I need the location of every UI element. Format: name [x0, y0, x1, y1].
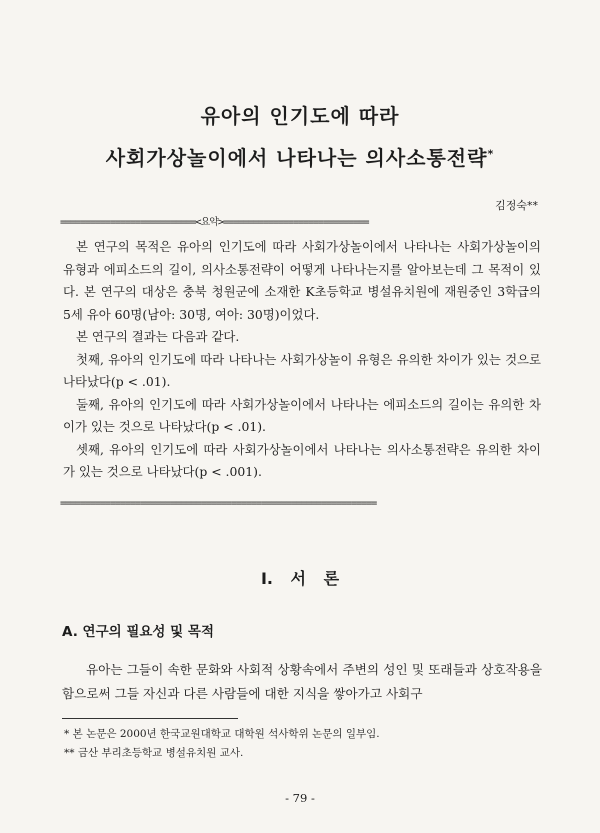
page-number: - 79 -: [285, 791, 315, 805]
abstract-paragraph: 셋째, 유아의 인기도에 따라 사회가상놀이에서 나타나는 의사소통전략은 유의한 차이가 있는 것으로 나타났다(p < .001).: [63, 441, 541, 479]
abstract-body: [63, 236, 541, 484]
abstract-rule-top: ===========================<요약>=============================: [60, 217, 369, 228]
section-body: [62, 658, 542, 706]
subsection-title: A. 연구의 필요성 및 목적: [62, 624, 214, 640]
title-footnote-mark: *: [487, 147, 495, 161]
abstract-paragraph: 본 연구의 결과는 다음과 같다.: [76, 329, 240, 344]
footnote-2: ** 금산 부리초등학교 병설유치원 교사.: [64, 747, 244, 759]
body-paragraph: 유아는 그들이 속한 문화와 사회적 상황속에서 주변의 성인 및 또래들과 상호작용을 함으로써 그들 자신과 다른 사람들에 대한 지식을 쌓아가고 사회구: [62, 662, 542, 701]
footnote-divider: [62, 718, 238, 719]
abstract-paragraph: 첫째, 유아의 인기도에 따라 나타나는 사회가상놀이 유형은 유의한 차이가 있는 것으로 나타났다(p < .01).: [63, 351, 541, 389]
abstract-paragraph: 본 연구의 목적은 유아의 인기도에 따라 사회가상놀이에서 나타나는 사회가상놀이의 유형과 에피소드의 길이, 의사소통전략이 어떻게 나타나는지를 알아보는데 그 목적이 있다. 본 연구의 대상은 충북 청원군에 소재한 K초등학교 병설유치원에 재원중인 3학급의 5세 유아 60명(남아: 30명, 여아: 30명)이었다.: [63, 239, 541, 322]
section-title: I. 서 론: [260, 569, 340, 588]
author-name: 김정숙**: [495, 199, 538, 212]
abstract-paragraph: 둘째, 유아의 인기도에 따라 사회가상놀이에서 나타나는 에피소드의 길이는 유의한 차이가 있는 것으로 나타났다(p < .01).: [63, 396, 541, 434]
paper-title-line2-text: 사회가상놀이에서 나타나는 의사소통전략: [105, 146, 488, 170]
footnote-1: * 본 논문은 2000년 한국교원대학교 대학원 석사학위 논문의 일부임.: [64, 728, 380, 740]
paper-title-line2: [0, 142, 600, 171]
paper-title-line1: 유아의 인기도에 따라: [200, 104, 400, 128]
abstract-rule-bottom: ===============================================================: [60, 498, 377, 509]
